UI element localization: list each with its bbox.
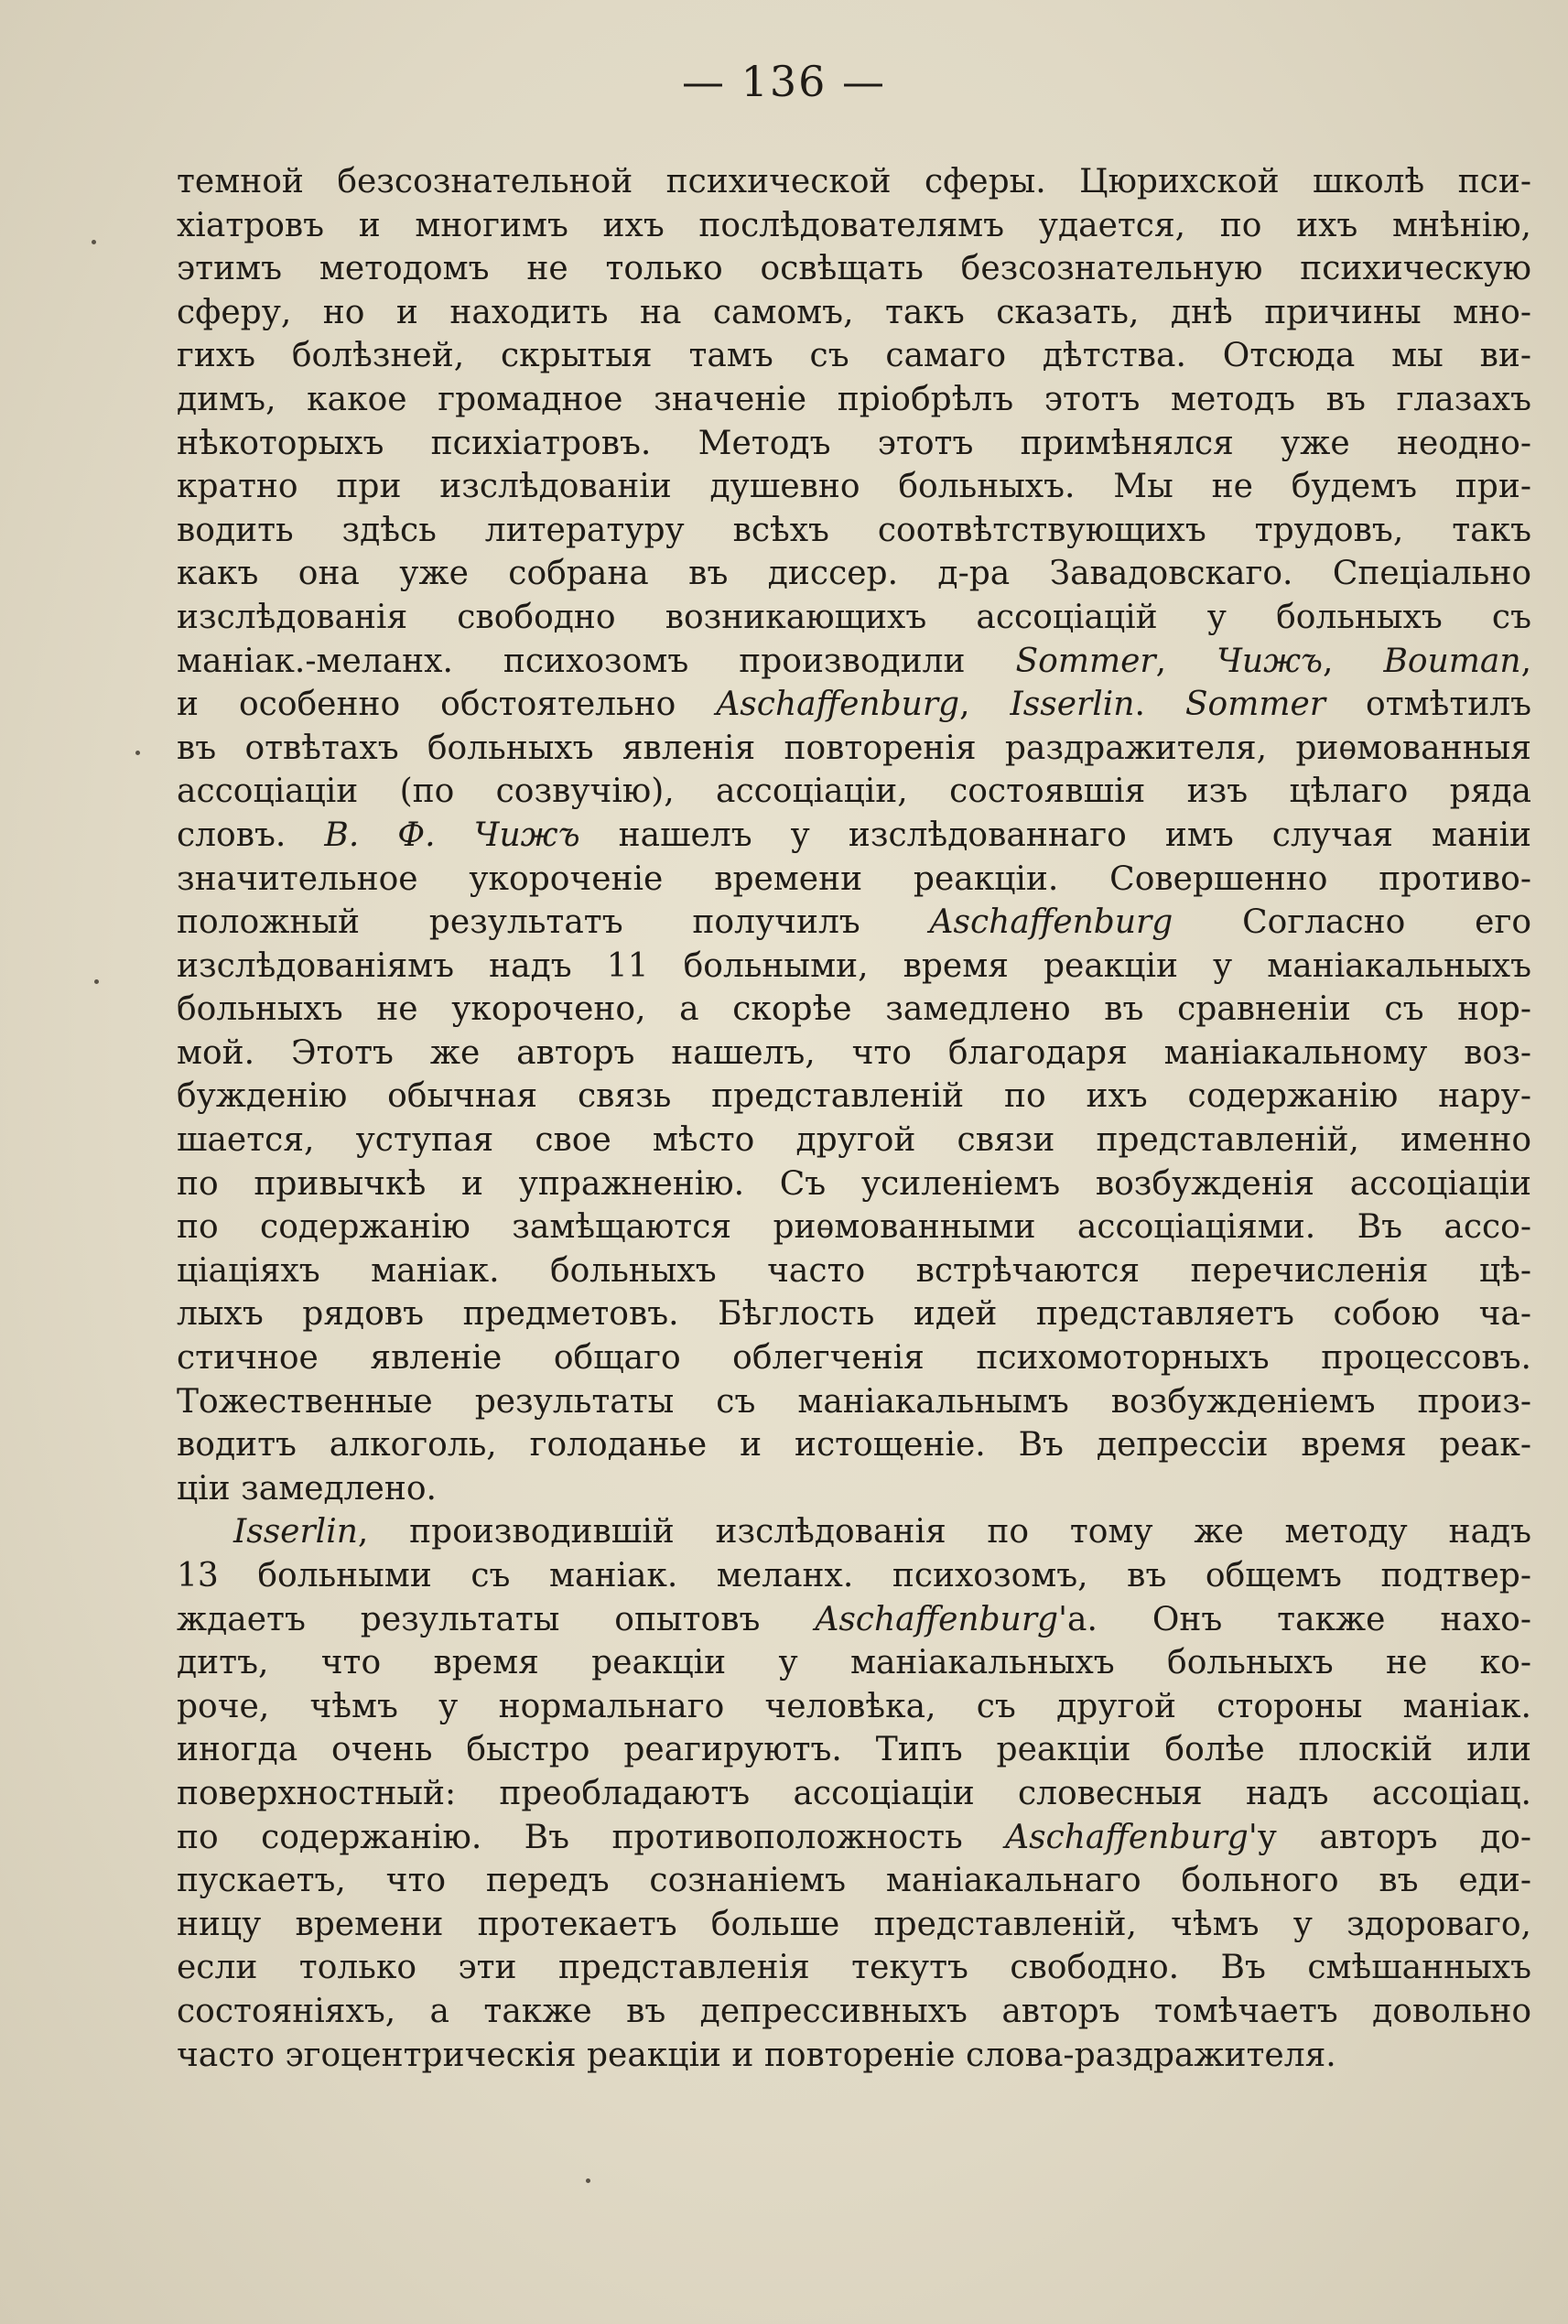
text-line: Тожественные результаты съ маніакальнымъ возбужденіемъ произ- <box>177 1382 1531 1421</box>
text-run: , <box>1323 642 1384 680</box>
page-number: — 136 — <box>681 57 887 106</box>
text-line: нѣкоторыхъ психіатровъ. Методъ этотъ примѣнялся уже неодно- <box>177 424 1531 462</box>
text-line <box>177 901 1531 945</box>
text-line: изслѣдованія свободно возникающихъ ассоціацій у больныхъ съ <box>177 598 1531 636</box>
paragraph-1 <box>177 160 1531 1510</box>
author-name: Aschaffenburg <box>929 903 1173 942</box>
text-run: ждаетъ результаты опытовъ <box>177 1600 816 1638</box>
text-line: дитъ, что время реакціи у маніакальныхъ больныхъ не ко- <box>177 1644 1531 1682</box>
author-name: Isserlin <box>233 1513 358 1551</box>
text-run: словъ. <box>177 816 325 854</box>
text-line: стичное явленіе общаго облегченія психомоторныхъ процессовъ. <box>177 1339 1531 1378</box>
text-run: 'а. Онъ также нахо- <box>1058 1600 1531 1638</box>
author-name: Bouman <box>1383 642 1521 680</box>
text-line: состояніяхъ, а также въ депрессивныхъ авторъ томѣчаетъ довольно <box>177 1992 1531 2030</box>
text-line <box>177 1816 1531 1860</box>
text-line <box>177 814 1531 858</box>
ink-speck <box>135 751 140 755</box>
text-line: изслѣдованіямъ надъ 11 больными, время реакціи у маніакальныхъ <box>177 946 1531 985</box>
text-line <box>177 1510 1531 1554</box>
author-name: Sommer <box>1015 642 1156 680</box>
text-run: 'у авторъ до- <box>1248 1818 1531 1856</box>
text-line: мой. Этотъ же авторъ нашелъ, что благодаря маніакальному воз- <box>177 1033 1531 1072</box>
ink-speck <box>92 240 96 244</box>
text-line: водитъ алкоголь, голоданье и истощеніе. Въ депрессіи время реак- <box>177 1426 1531 1465</box>
text-line: шается, уступая свое мѣсто другой связи представленій, именно <box>177 1121 1531 1160</box>
text-line: въ отвѣтахъ больныхъ явленія повторенія раздражителя, риѳмованныя <box>177 729 1531 767</box>
author-name: В. Ф. Чижъ <box>324 816 580 854</box>
text-line <box>177 1598 1531 1642</box>
text-line: темной безсознательной психической сферы. Цюрихской школѣ пси- <box>177 163 1531 200</box>
text-line <box>177 640 1531 684</box>
text-line: часто эгоцентрическія реакціи и повтореніе слова-раздражителя. <box>177 2036 1336 2074</box>
text-line: ассоціаціи (по созвучію), ассоціаціи, состоявшія изъ цѣлаго ряда <box>177 773 1531 811</box>
text-line: по содержанію замѣщаются риѳмованными ассоціаціями. Въ ассо- <box>177 1208 1531 1247</box>
text-line: водить здѣсь литературу всѣхъ соотвѣтствующихъ трудовъ, такъ <box>177 511 1531 549</box>
author-name: Aschaffenburg <box>815 1600 1059 1638</box>
text-line: пускаетъ, что передъ сознаніемъ маніакальнаго больного въ еди- <box>177 1862 1531 1900</box>
ink-speck <box>586 2178 590 2183</box>
text-run: , <box>1520 642 1532 680</box>
text-run: отмѣтилъ <box>1325 686 1531 724</box>
text-line: димъ, какое громадное значеніе пріобрѣлъ этотъ методъ въ глазахъ <box>177 380 1531 418</box>
text-line: если только эти представленія текутъ свободно. Въ смѣшанныхъ <box>177 1949 1531 1987</box>
text-line: поверхностный: преобладаютъ ассоціаціи словесныя надъ ассоціац. <box>177 1774 1531 1812</box>
text-line: хіатровъ и многимъ ихъ послѣдователямъ удается, по ихъ мнѣнію, <box>177 206 1531 244</box>
author-name: Aschaffenburg <box>716 686 960 724</box>
text-line: бужденію обычная связь представленій по ихъ содержанію нару- <box>177 1077 1531 1116</box>
text-run: , <box>959 686 1011 724</box>
text-run: положный результатъ получилъ <box>177 903 930 942</box>
text-line: роче, чѣмъ у нормальнаго человѣка, съ другой стороны маніак. <box>177 1687 1531 1725</box>
author-name: Isserlin <box>1010 686 1135 724</box>
paragraph-2 <box>177 1510 1531 2077</box>
text-run: , производившій изслѣдованія по тому же методу надъ <box>357 1513 1531 1551</box>
text-line: какъ она уже собрана въ диссер. д-ра Завадовскаго. Спеціально <box>177 555 1531 593</box>
author-name: Aschaffenburg <box>1005 1818 1249 1856</box>
ink-speck <box>94 979 99 984</box>
author-name: Sommer <box>1184 686 1326 724</box>
body-text <box>177 160 1531 2077</box>
text-line: по привычкѣ и упражненію. Съ усиленіемъ возбужденія ассоціаціи <box>177 1164 1531 1203</box>
text-run: нашелъ у изслѣдованнаго имъ случая маніи <box>579 816 1531 854</box>
text-line: лыхъ рядовъ предметовъ. Бѣглость идей представляетъ собою ча- <box>177 1295 1531 1334</box>
text-line: кратно при изслѣдованіи душевно больныхъ. Мы не будемъ при- <box>177 468 1531 506</box>
text-line: ціи замедлено. <box>177 1469 437 1508</box>
text-line: сферу, но и находить на самомъ, такъ сказать, днѣ причины мно- <box>177 293 1531 331</box>
text-line: ціаціяхъ маніак. больныхъ часто встрѣчаются перечисленія цѣ- <box>177 1251 1531 1290</box>
text-line: ницу времени протекаетъ больше представленій, чѣмъ у здороваго, <box>177 1905 1531 1943</box>
text-line <box>177 683 1531 727</box>
text-run: по содержанію. Въ противоположность <box>177 1818 1006 1856</box>
text-line: гихъ болѣзней, скрытыя тамъ съ самаго дѣтства. Отсюда мы ви- <box>177 337 1531 375</box>
text-line: этимъ методомъ не только освѣщать безсознательную психическую <box>177 250 1531 288</box>
text-run: маніак.-меланх. психозомъ производили <box>177 642 1016 680</box>
text-run: и особенно обстоятельно <box>177 686 717 724</box>
text-run: Согласно его <box>1173 903 1532 942</box>
text-line: 13 больными съ маніак. меланх. психозомъ, въ общемъ подтвер- <box>177 1557 1531 1594</box>
author-name: Чижъ <box>1217 642 1324 680</box>
text-line: иногда очень быстро реагируютъ. Типъ реакціи болѣе плоскій или <box>177 1731 1531 1769</box>
text-line: больныхъ не укорочено, а скорѣе замедлено въ сравненіи съ нор- <box>177 990 1531 1029</box>
text-run: . <box>1134 686 1185 724</box>
text-run: , <box>1155 642 1217 680</box>
text-line: значительное укороченіе времени реакціи. Совершенно противо- <box>177 859 1531 898</box>
